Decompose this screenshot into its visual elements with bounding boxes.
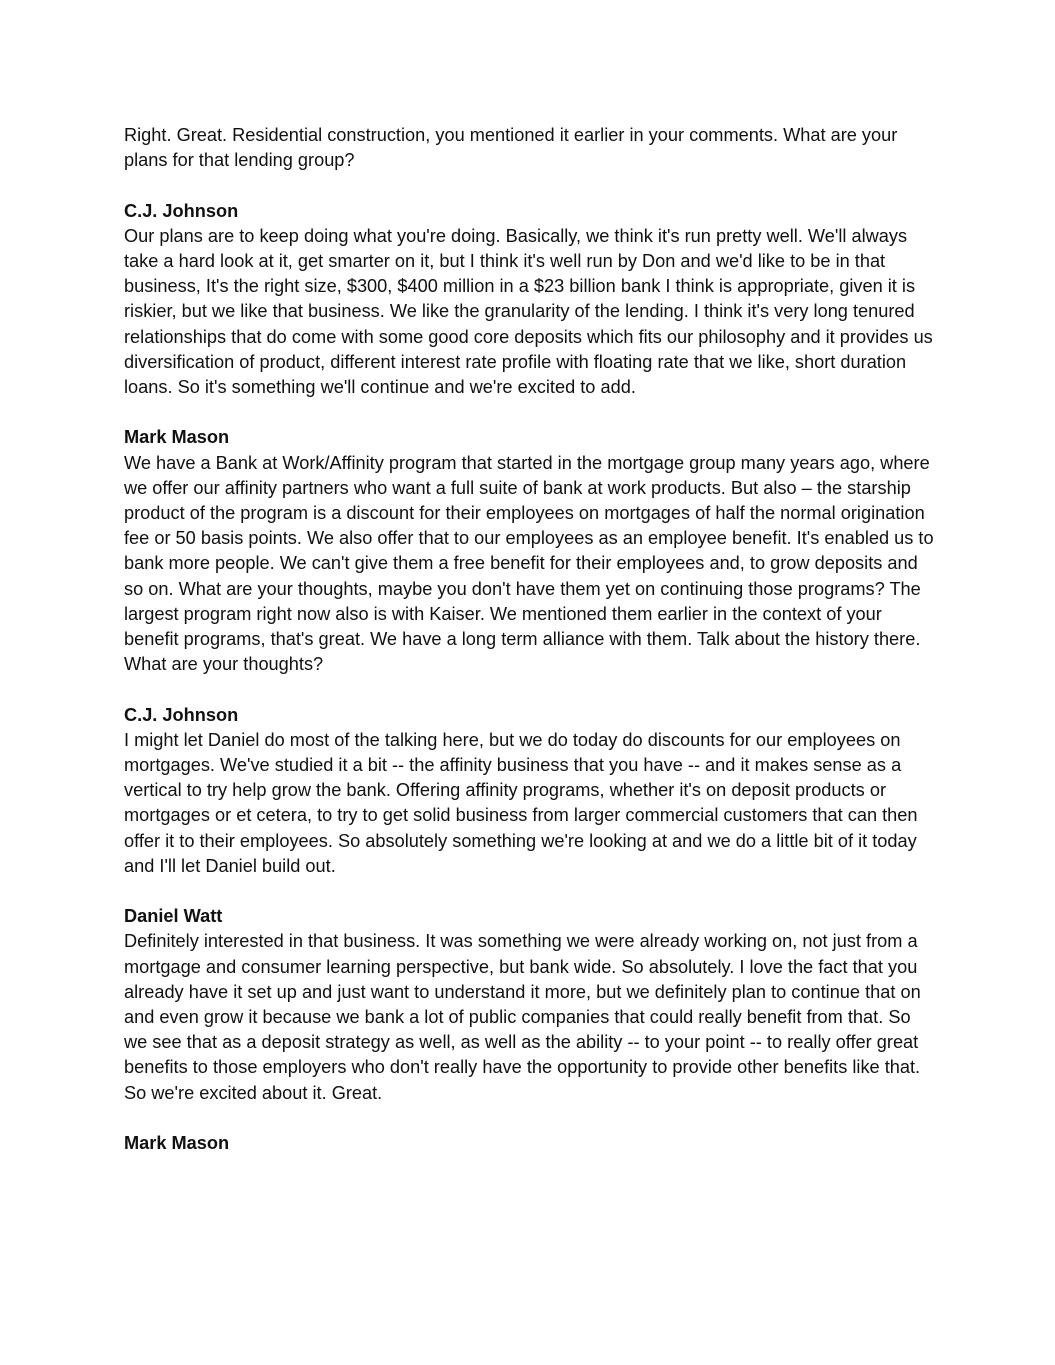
transcript-page [124, 123, 936, 1181]
speaker-paragraph: We have a Bank at Work/Affinity program that started in the mortgage group many years ago, where we offer our affinity partners who want a full suite of bank at work products. But also – the starship product of the program is a discount for their employees on mortgages of half the normal origination fee or 50 basis points. We also offer that to our employees as an employee benefit. It's enabled us to bank more people. We can't give them a free benefit for their employees and, to grow deposits and so on. What are your thoughts, maybe you don't have them yet on continuing those programs? The largest program right now also is with Kaiser. We mentioned them earlier in the context of your benefit programs, that's great. We have a long term alliance with them. Talk about the history there. What are your thoughts? [124, 452, 934, 675]
transcript-entry [124, 425, 936, 677]
speaker-name: C.J. Johnson [124, 200, 239, 221]
speaker-name: C.J. Johnson [124, 704, 239, 725]
speaker-paragraph: Definitely interested in that business. It was something we were already working on, not just from a mortgage and consumer learning perspective, but bank wide. So absolutely. I love the fact that you already have it set up and just want to understand it more, but we definitely plan to continue that on and even grow it because we bank a lot of public companies that could really benefit from that. So we see that as a deposit strategy as well, as well as the ability -- to your point -- to really offer great benefits to those employers who don't really have the opportunity to provide other benefits like that. So we're excited about it. Great. [124, 931, 921, 1103]
speaker-paragraph: I might let Daniel do most of the talking here, but we do today do discounts for our employees on mortgages. We've studied it a bit -- the affinity business that you have -- and it makes sense as a vertical to try help grow the bank. Offering affinity programs, whether it's on deposit products or mortgages or et cetera, to try to get solid business from larger commercial customers that can then offer it to their employees. So absolutely something we're looking at and we do a little bit of it today and I'll let Daniel build out. [124, 729, 918, 876]
speaker-paragraph: Our plans are to keep doing what you're doing. Basically, we think it's run pretty well. We'll always take a hard look at it, get smarter on it, but I think it's well run by Don and we'd like to be in that business, It's the right size, $300, $400 million in a $23 billion bank I think is appropriate, given it is riskier, but we like that business. We like the granularity of the lending. I think it's very long tenured relationships that do come with some good core deposits which fits our philosophy and it provides us diversification of product, different interest rate profile with floating rate that we like, short duration loans. So it's something we'll continue and we're excited to add. [124, 225, 933, 398]
speaker-name: Mark Mason [124, 1133, 230, 1154]
transcript-entry [124, 199, 936, 401]
transcript-entry [124, 1131, 936, 1156]
speaker-name: Mark Mason [124, 427, 230, 448]
transcript-entry [124, 703, 936, 879]
transcript-entry [124, 904, 936, 1106]
intro-paragraph: Right. Great. Residential construction, you mentioned it earlier in your comments. What are your plans for that lending group? [124, 125, 898, 171]
speaker-name: Daniel Watt [124, 906, 223, 927]
intro-question [124, 123, 936, 173]
